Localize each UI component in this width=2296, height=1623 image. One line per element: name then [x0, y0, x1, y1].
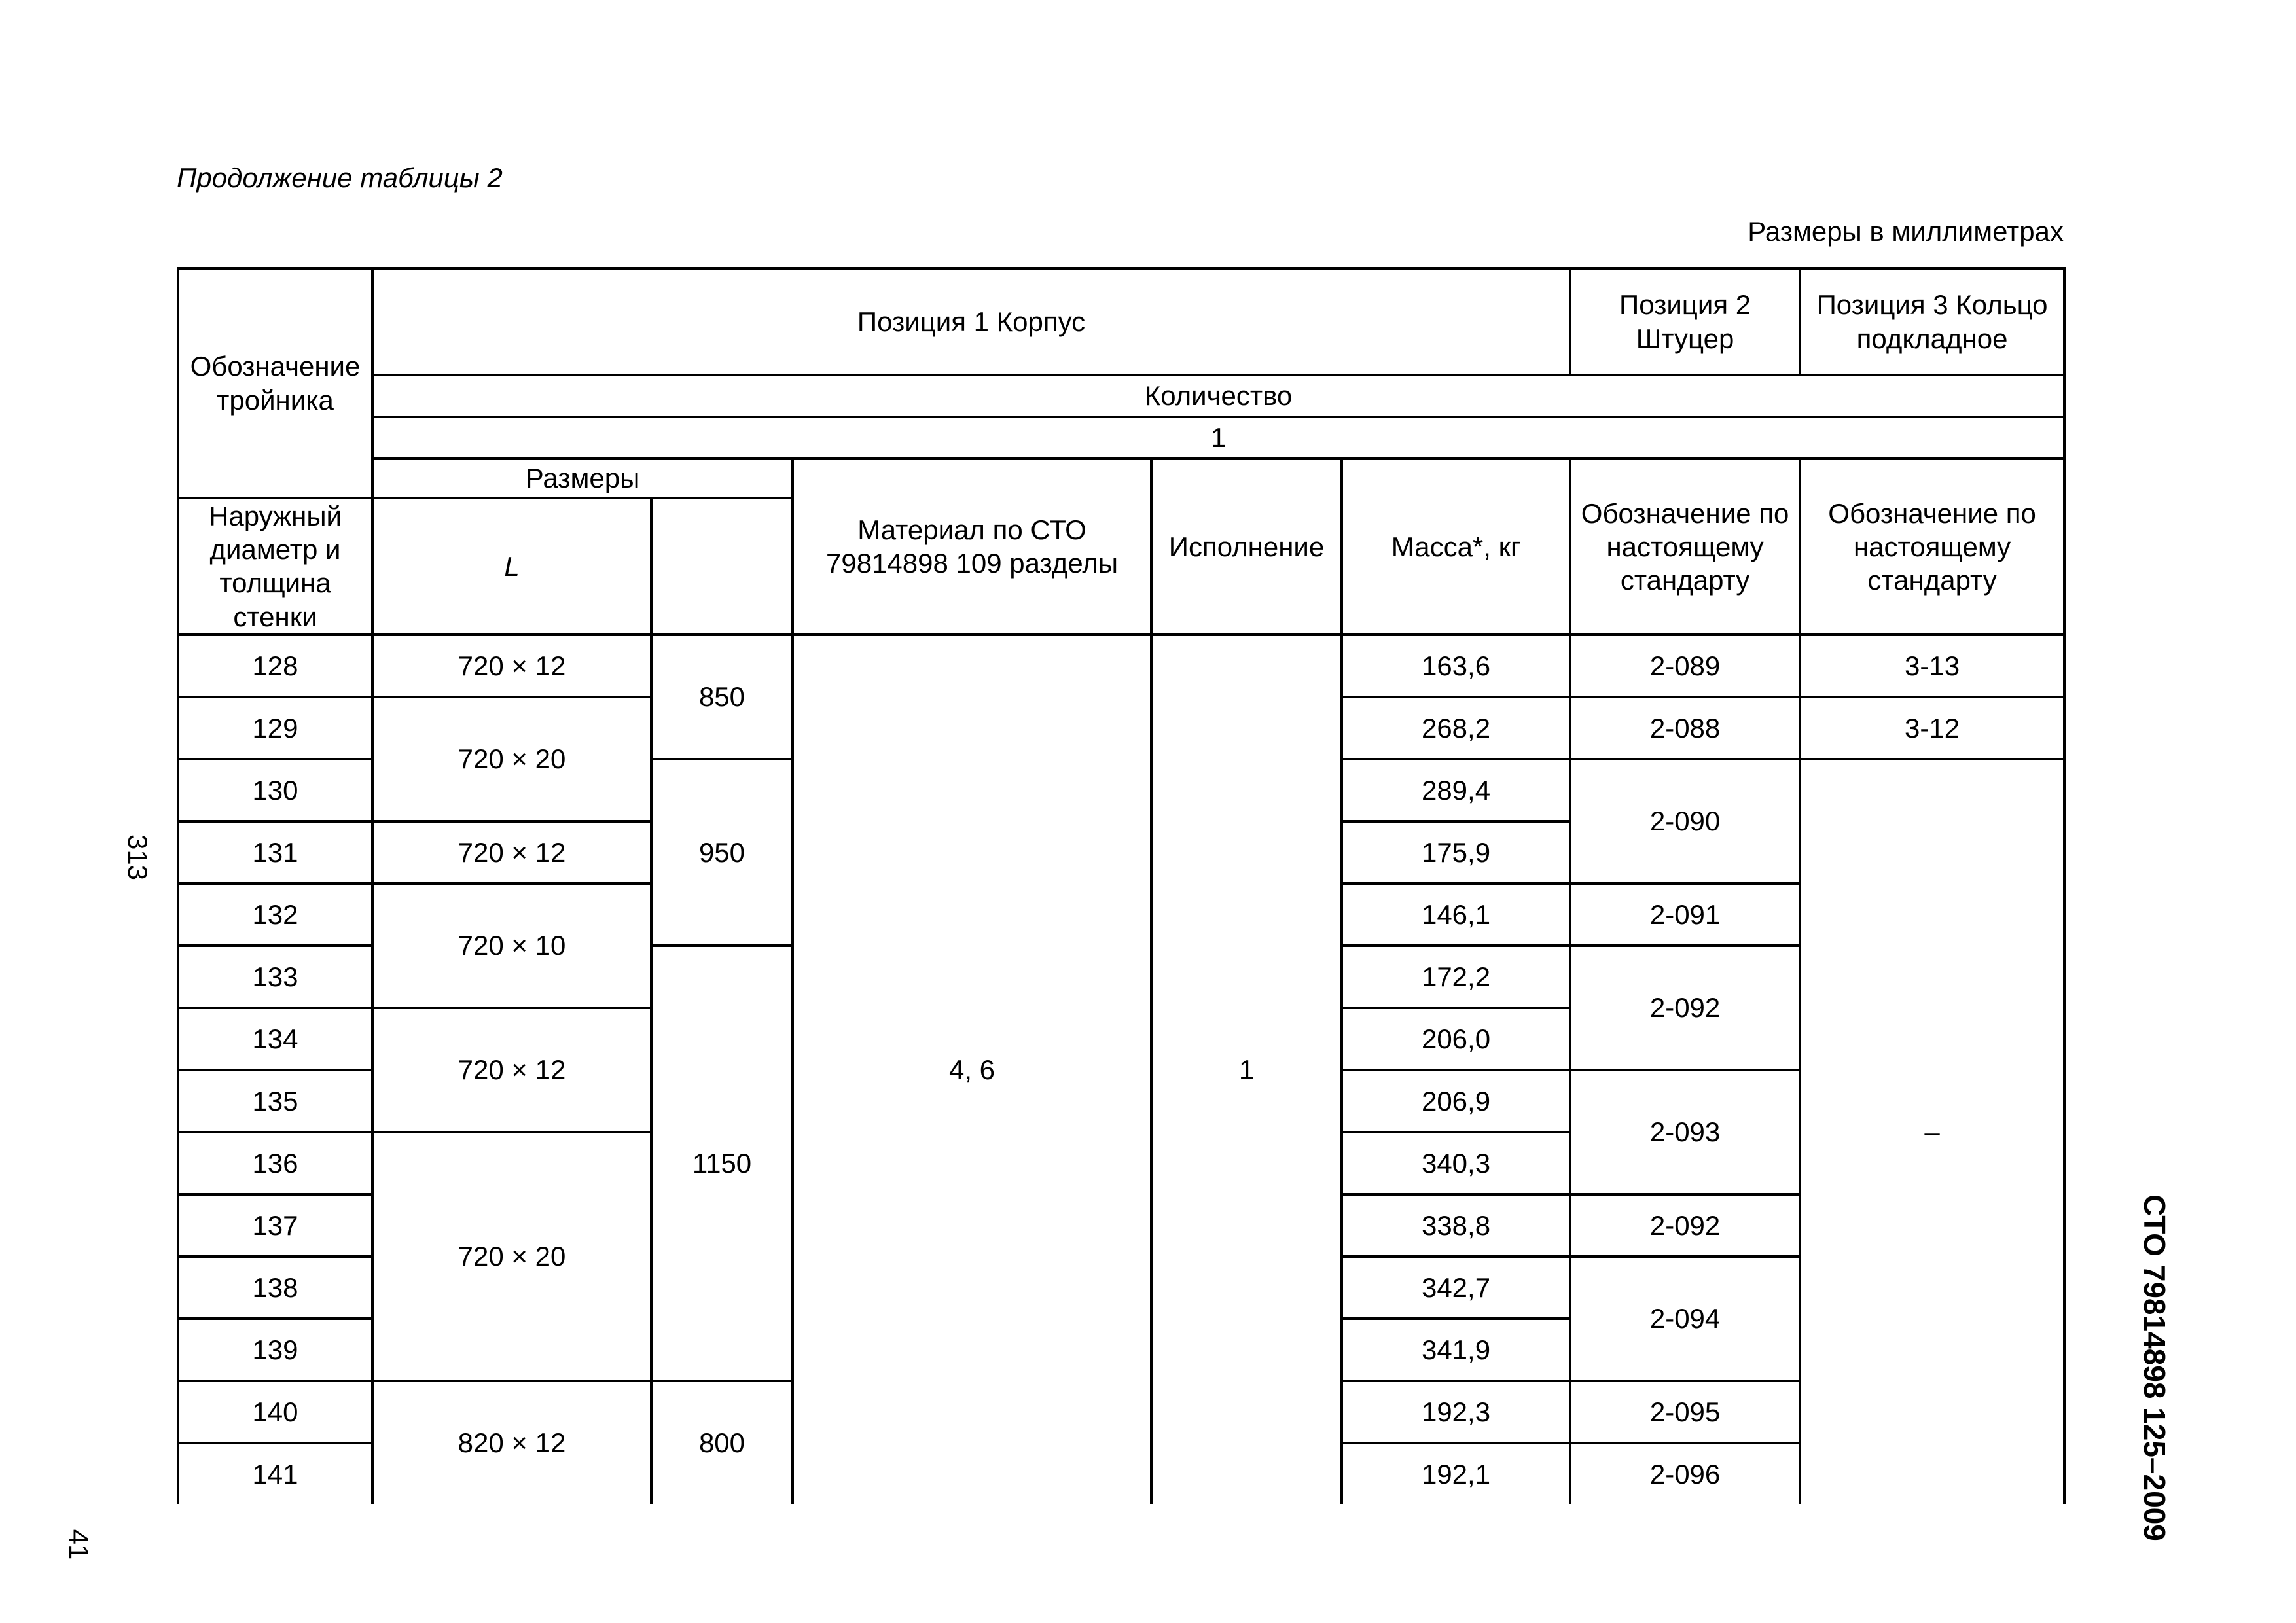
- header-length: L: [372, 498, 651, 635]
- table-row-id: 129: [178, 697, 372, 759]
- header-designation-pos3: Обозначение по настоящему стандарту: [1800, 459, 2064, 635]
- pos2-designation-cell: 2-090: [1570, 759, 1800, 883]
- header-quantity-value: 1: [372, 417, 2064, 459]
- table-row-id: 131: [178, 821, 372, 883]
- header-position-2: Позиция 2 Штуцер: [1570, 268, 1800, 375]
- page-number-outer-text: 41: [63, 1529, 94, 1560]
- outer-diameter-cell: 720 × 12: [372, 1008, 651, 1132]
- mass-cell: 341,9: [1342, 1319, 1570, 1381]
- pos2-designation-cell: 2-094: [1570, 1257, 1800, 1381]
- units-note: Размеры в миллиметрах: [1748, 216, 2064, 247]
- standard-code-text: СТО 79814898 125–2009: [2138, 1194, 2172, 1541]
- mass-cell: 268,2: [1342, 697, 1570, 759]
- outer-diameter-cell: 720 × 12: [372, 821, 651, 883]
- table-row-id: 128: [178, 635, 372, 697]
- table-row-id: 137: [178, 1194, 372, 1257]
- mass-cell: 289,4: [1342, 759, 1570, 821]
- fittings-table: [177, 267, 2066, 1504]
- page-number-outer: [59, 1518, 98, 1571]
- header-execution: Исполнение: [1151, 459, 1342, 635]
- header-dimensions: Размеры: [372, 459, 793, 498]
- table-row-id: 134: [178, 1008, 372, 1070]
- mass-cell: 163,6: [1342, 635, 1570, 697]
- pos2-designation-cell: 2-091: [1570, 883, 1800, 946]
- mass-cell: 340,3: [1342, 1132, 1570, 1194]
- table-row-id: 138: [178, 1257, 372, 1319]
- outer-diameter-cell: 820 × 12: [372, 1381, 651, 1504]
- pos2-designation-cell: 2-093: [1570, 1070, 1800, 1194]
- table-row-id: 130: [178, 759, 372, 821]
- outer-diameter-cell: 720 × 20: [372, 1132, 651, 1381]
- mass-cell: 146,1: [1342, 883, 1570, 946]
- execution-cell: 1: [1151, 635, 1342, 1504]
- header-position-3: Позиция 3 Кольцо подкладное: [1800, 268, 2064, 375]
- mass-cell: 206,0: [1342, 1008, 1570, 1070]
- header-quantity: Количество: [372, 375, 2064, 417]
- pos3-designation-cell: 3-12: [1800, 697, 2064, 759]
- pos2-designation-cell: 2-096: [1570, 1443, 1800, 1504]
- table-row-id: 133: [178, 946, 372, 1008]
- mass-cell: 338,8: [1342, 1194, 1570, 1257]
- material-cell: 4, 6: [793, 635, 1151, 1504]
- pos2-designation-cell: 2-092: [1570, 1194, 1800, 1257]
- pos3-designation-cell: 3-13: [1800, 635, 2064, 697]
- table-caption: Продолжение таблицы 2: [177, 162, 503, 193]
- length-cell: 850: [651, 635, 793, 759]
- mass-cell: 192,1: [1342, 1443, 1570, 1504]
- header-position-1: Позиция 1 Корпус: [372, 268, 1570, 375]
- pos3-designation-cell: –: [1800, 759, 2064, 1504]
- pos2-designation-cell: 2-095: [1570, 1381, 1800, 1443]
- mass-cell: 175,9: [1342, 821, 1570, 883]
- mass-cell: 342,7: [1342, 1257, 1570, 1319]
- length-cell: 1150: [651, 946, 793, 1381]
- table-row-id: 132: [178, 883, 372, 946]
- table-row-id: 136: [178, 1132, 372, 1194]
- table-row-id: 135: [178, 1070, 372, 1132]
- table-row-id: 140: [178, 1381, 372, 1443]
- length-cell: 950: [651, 759, 793, 946]
- mass-cell: 172,2: [1342, 946, 1570, 1008]
- header-outer-diameter: Наружный диаметр и толщина стенки: [178, 498, 372, 635]
- mass-cell: 206,9: [1342, 1070, 1570, 1132]
- pos2-designation-cell: 2-089: [1570, 635, 1800, 697]
- mass-cell: 192,3: [1342, 1381, 1570, 1443]
- outer-diameter-cell: 720 × 20: [372, 697, 651, 821]
- page-number-inner-text: 313: [122, 834, 153, 881]
- length-cell: 800: [651, 1381, 793, 1504]
- standard-code: [2135, 1178, 2174, 1558]
- page-number-inner: [118, 825, 157, 890]
- pos2-designation-cell: 2-088: [1570, 697, 1800, 759]
- header-tee-designation: Обозначение тройника: [178, 268, 372, 498]
- header-material: Материал по СТО 79814898 109 разделы: [793, 459, 1151, 635]
- outer-diameter-cell: 720 × 12: [372, 635, 651, 697]
- outer-diameter-cell: 720 × 10: [372, 883, 651, 1008]
- header-mass: Масса*, кг: [1342, 459, 1570, 635]
- header-designation-pos2: Обозначение по настоящему стандарту: [1570, 459, 1800, 635]
- table-row-id: 141: [178, 1443, 372, 1504]
- table-row-id: 139: [178, 1319, 372, 1381]
- pos2-designation-cell: 2-092: [1570, 946, 1800, 1070]
